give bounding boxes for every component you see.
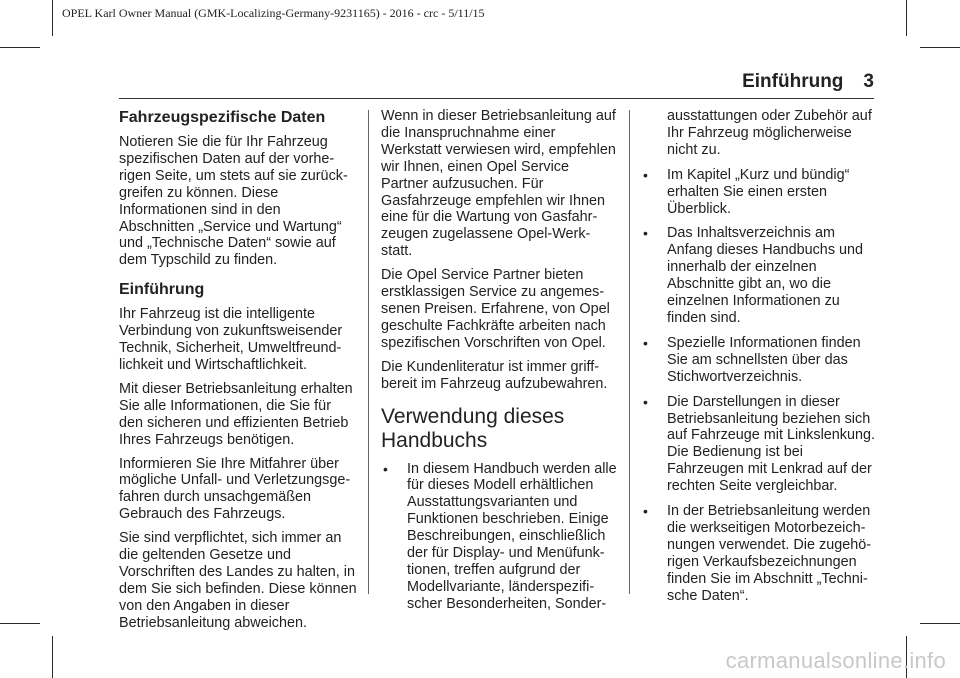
column-2	[381, 108, 619, 621]
list-item: • Spezielle Informationen finden Sie am schnellsten über das Stichwortverzeichnis.	[641, 335, 877, 386]
list-item: • In diesem Handbuch werden alle für dieses Modell erhältlichen Ausstattungsvarianten und Funktionen beschrieben. Einige Beschreibungen, einschließlich der für Display- und Menüfunk-tionen, treffen aufgrund der Modellvariante, länderspezifi-scher Besonderheiten, Sonder-	[381, 461, 619, 613]
heading-verwendung-dieses-handbuchs: Verwendung dieses Handbuchs	[381, 404, 565, 452]
paragraph: Ihr Fahrzeug ist die intelligente Verbindung von zukunftsweisender Technik, Sicherheit, Umweltfreund-lichkeit und Wirtschaftlichkeit.	[119, 306, 343, 373]
crop-mark-top-left-h	[0, 47, 40, 48]
paragraph: Informieren Sie Ihre Mitfahrer über mögliche Unfall- und Verletzungsge-fahren durch unsachgemäßen Gebrauch des Fahrzeugs.	[119, 455, 351, 523]
column-1	[119, 108, 357, 639]
bullet-list	[381, 461, 619, 613]
list-item-continued: ausstattungen oder Zubehör auf Ihr Fahrzeug möglicherweise nicht zu.	[667, 108, 872, 158]
list-item: • Im Kapitel „Kurz und bündig“ erhalten Sie einen ersten Überblick.	[641, 167, 877, 218]
heading-einfuehrung: Einführung	[119, 281, 205, 299]
bullet-list	[641, 108, 877, 604]
header-rule	[119, 98, 874, 99]
crop-mark-bottom-left-v	[52, 636, 53, 678]
heading-fahrzeugspezifische-daten: Fahrzeugspezifische Daten	[119, 109, 326, 126]
page-number: 3	[863, 71, 874, 92]
crop-mark-bottom-left-h	[0, 623, 40, 624]
running-head	[742, 71, 874, 93]
paragraph: Mit dieser Betriebsanleitung erhalten Sie alle Informationen, die Sie für den sicheren und effizienten Betrieb Ihres Fahrzeugs benötigen.	[119, 380, 353, 448]
column-divider-2	[629, 110, 630, 594]
column-divider-1	[368, 110, 369, 594]
paragraph: Die Kundenliteratur ist immer griff-bereit im Fahrzeug aufzubewahren.	[381, 358, 608, 392]
paragraph: Die Opel Service Partner bieten erstklassigen Service zu angemes-senen Preisen. Erfahrene, von Opel geschulte Fachkräfte arbeiten nach spezifischen Vorschriften von Opel.	[381, 267, 610, 351]
section-title: Einführung	[742, 71, 844, 92]
crop-mark-top-right-h	[920, 47, 960, 48]
print-meta: OPEL Karl Owner Manual (GMK-Localizing-Germany-9231165) - 2016 - crc - 5/11/15	[62, 6, 485, 20]
list-item: • Die Darstellungen in dieser Betriebsanleitung beziehen sich auf Fahrzeuge mit Linkslenkung. Die Bedienung ist bei Fahrzeugen mit Lenkrad auf der rechten Seite vergleichbar.	[641, 394, 877, 495]
paragraph: Notieren Sie die für Ihr Fahrzeug spezifischen Daten auf der vorhe-rigen Seite, um stets auf sie zurück-greifen zu können. Diese Informationen sind in den Abschnitten „Service und Wartung“ und „Technische Daten“ sowie auf dem Typschild zu finden.	[119, 134, 348, 269]
crop-mark-top-left-v	[52, 0, 53, 36]
list-item: • In der Betriebsanleitung werden die werkseitigen Motorbezeich-nungen verwendet. Die zugehö-rigen Verkaufsbezeichnungen finden Sie im Abschnitt „Techni-sche Daten“.	[641, 503, 877, 604]
list-item: • Das Inhaltsverzeichnis am Anfang dieses Handbuchs und innerhalb der einzelnen Abschnitte gibt an, wo die einzelnen Informationen zu finden sind.	[641, 225, 877, 326]
paragraph: Sie sind verpflichtet, sich immer an die geltenden Gesetze und Vorschriften des Landes zu halten, in dem Sie sich befinden. Diese können von den Angaben in dieser Betriebsanleitung abweichen.	[119, 530, 357, 631]
watermark: carmanualsonline.info	[725, 648, 946, 673]
column-3	[641, 108, 877, 612]
crop-mark-top-right-v	[906, 0, 907, 36]
paragraph: Wenn in dieser Betriebsanleitung auf die Inanspruchnahme einer Werkstatt verwiesen wird, empfehlen wir Ihnen, einen Opel Service Partner aufzusuchen. Für Gasfahrzeuge empfehlen wir Ihnen eine für die Wartung von Gasfahr-zeugen zugelassene Opel-Werk-statt.	[381, 108, 616, 260]
crop-mark-bottom-right-h	[920, 623, 960, 624]
